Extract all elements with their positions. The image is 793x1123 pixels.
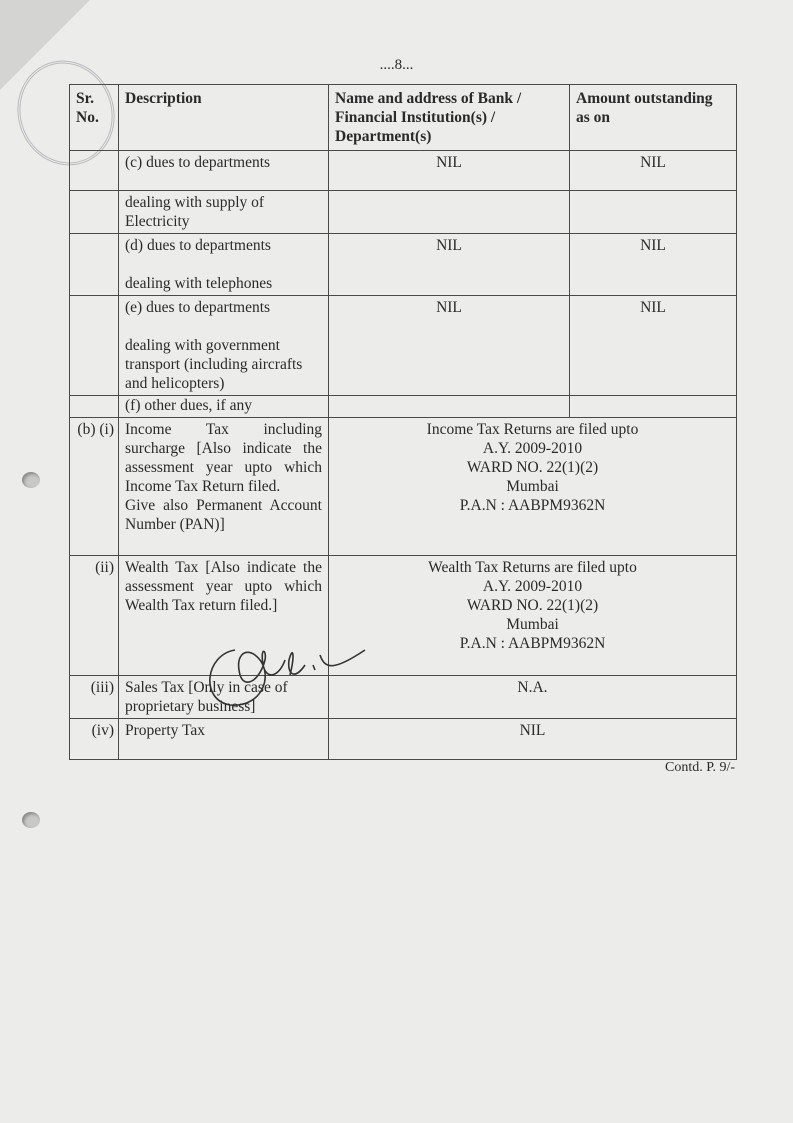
bank-value: NIL	[329, 296, 570, 396]
table-header	[70, 85, 737, 151]
continued-note: Contd. P. 9/-	[665, 760, 736, 775]
description-line: Income Tax including surcharge [Also indicate the assessment year upto which Income Tax Return filed.	[125, 421, 322, 495]
description: Sales Tax [Only in case of proprietary business]	[119, 676, 329, 719]
description: (c) dues to departments	[119, 151, 329, 191]
description-line: Give also Permanent Account Number (PAN)]	[125, 497, 322, 533]
detail-line: A.Y. 2009-2010	[482, 578, 583, 595]
table-row	[70, 296, 737, 396]
sr-no: (ii)	[70, 556, 119, 676]
tax-value: N.A.	[329, 676, 737, 719]
table-row	[70, 556, 737, 676]
table-row	[70, 396, 737, 418]
header-sr-no: Sr. No.	[70, 85, 119, 151]
amount-value: NIL	[570, 296, 737, 396]
description-line: dealing with government transport (including aircrafts and helicopters)	[125, 337, 303, 392]
bank-value: NIL	[329, 151, 570, 191]
detail-line: P.A.N : AABPM9362N	[459, 635, 606, 652]
table-row	[70, 191, 737, 234]
table-row	[70, 418, 737, 556]
table-row	[70, 151, 737, 191]
description-line: (d) dues to departments	[125, 237, 271, 254]
sr-no: (iii)	[70, 676, 119, 719]
detail-line: Wealth Tax Returns are filed upto	[428, 559, 637, 576]
bank-value: NIL	[329, 234, 570, 296]
table-row	[70, 676, 737, 719]
header-bank: Name and address of Bank / Financial Institution(s) / Department(s)	[329, 85, 570, 151]
description: dealing with supply of Electricity	[119, 191, 329, 234]
description: Property Tax	[119, 719, 329, 760]
detail-line: P.A.N : AABPM9362N	[459, 497, 606, 514]
sr-no: (iv)	[70, 719, 119, 760]
description: Wealth Tax [Also indicate the assessment year upto which Wealth Tax return filed.]	[119, 556, 329, 676]
detail-line: Mumbai	[506, 616, 559, 633]
table-row	[70, 719, 737, 760]
sr-no: (b) (i)	[70, 418, 119, 556]
tax-value: NIL	[329, 719, 737, 760]
detail-line: WARD NO. 22(1)(2)	[466, 597, 599, 614]
tax-details	[329, 418, 737, 556]
header-description: Description	[119, 85, 329, 151]
amount-value: NIL	[570, 151, 737, 191]
handwritten-signature	[195, 620, 395, 710]
table-row	[70, 234, 737, 296]
detail-line: WARD NO. 22(1)(2)	[466, 459, 599, 476]
punch-hole	[22, 812, 40, 828]
page-number: ....8...	[379, 57, 414, 73]
description	[119, 418, 329, 556]
punch-hole	[22, 472, 40, 488]
amount-value: NIL	[570, 234, 737, 296]
description-line: dealing with telephones	[125, 275, 273, 292]
description	[119, 296, 329, 396]
description	[119, 234, 329, 296]
dues-table	[69, 84, 737, 760]
detail-line: Income Tax Returns are filed upto	[426, 421, 639, 438]
description-line: (e) dues to departments	[125, 299, 271, 316]
detail-line: A.Y. 2009-2010	[482, 440, 583, 457]
detail-line: Mumbai	[506, 478, 559, 495]
description: (f) other dues, if any	[119, 396, 329, 418]
header-amount: Amount outstanding as on	[570, 85, 737, 151]
